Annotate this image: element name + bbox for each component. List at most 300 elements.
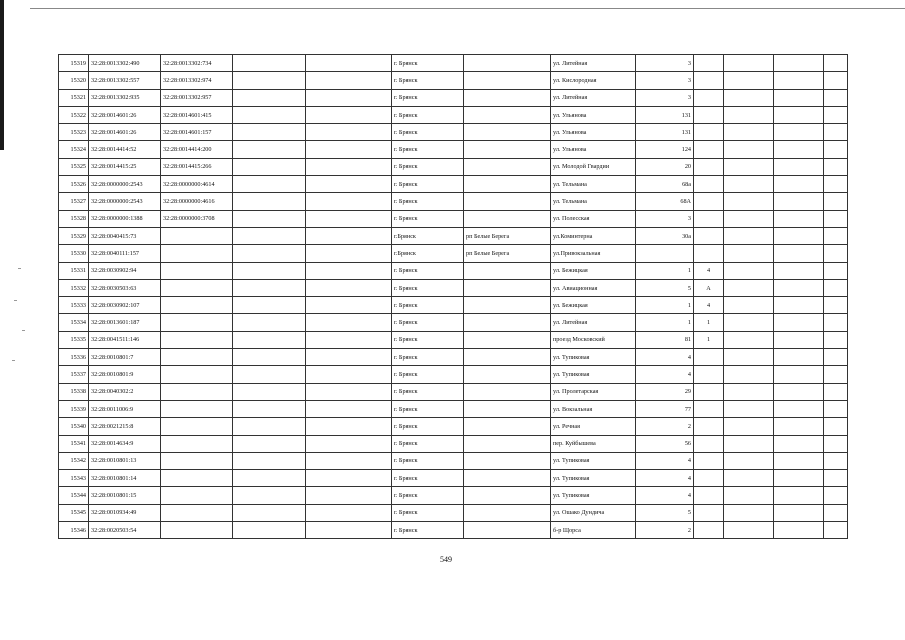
cell-blank-c [724, 193, 774, 210]
cell-cad-a: 32:28:0000000:2543 [89, 193, 161, 210]
cell-house: 1 [636, 297, 694, 314]
cell-blank-b [306, 470, 392, 487]
cell-cad-b: 32:28:0014415:266 [161, 158, 233, 175]
cell-blank-e [824, 383, 848, 400]
cell-blank-a [233, 89, 306, 106]
cell-blank-b [306, 297, 392, 314]
cell-blank-b [306, 245, 392, 262]
cell-num: 15339 [59, 400, 89, 417]
cell-blank-c [724, 55, 774, 72]
cell-city: г. Брянск [392, 297, 464, 314]
cell-settlement [464, 89, 551, 106]
cell-settlement [464, 400, 551, 417]
cell-blank-c [724, 210, 774, 227]
cell-cad-b: 32:28:0014601:415 [161, 106, 233, 123]
cell-blank-a [233, 72, 306, 89]
cell-blank-d [774, 176, 824, 193]
cell-house: 1 [636, 314, 694, 331]
cell-extra [694, 124, 724, 141]
table-row [59, 314, 848, 331]
cell-street: ул. Полесская [551, 210, 636, 227]
cell-num: 15337 [59, 366, 89, 383]
cell-blank-c [724, 245, 774, 262]
cell-cad-b: 32:28:0000000:4616 [161, 193, 233, 210]
cell-blank-c [724, 314, 774, 331]
cell-city: г. Брянск [392, 400, 464, 417]
cell-blank-b [306, 124, 392, 141]
cell-city: г.Брянск [392, 245, 464, 262]
cell-cad-b [161, 245, 233, 262]
cell-settlement [464, 522, 551, 539]
cell-blank-d [774, 383, 824, 400]
cell-settlement: рп Белые Берега [464, 245, 551, 262]
table-row [59, 227, 848, 244]
cell-extra [694, 470, 724, 487]
cell-city: г. Брянск [392, 435, 464, 452]
cell-city: г. Брянск [392, 279, 464, 296]
cell-blank-c [724, 487, 774, 504]
cell-street: ул. Тупиковая [551, 349, 636, 366]
cell-extra [694, 193, 724, 210]
cell-settlement [464, 141, 551, 158]
cell-blank-e [824, 158, 848, 175]
cell-blank-c [724, 227, 774, 244]
cell-num: 15321 [59, 89, 89, 106]
cell-blank-a [233, 331, 306, 348]
table-row [59, 158, 848, 175]
cell-blank-b [306, 314, 392, 331]
cell-num: 15332 [59, 279, 89, 296]
cell-city: г. Брянск [392, 522, 464, 539]
cell-cad-a: 32:28:0010801:9 [89, 366, 161, 383]
cell-blank-a [233, 141, 306, 158]
cell-settlement [464, 418, 551, 435]
cell-blank-e [824, 435, 848, 452]
cell-cad-a: 32:28:0041511:146 [89, 331, 161, 348]
cell-num: 15331 [59, 262, 89, 279]
cell-extra [694, 210, 724, 227]
cell-blank-e [824, 210, 848, 227]
cell-street: ул. Молодой Гвардии [551, 158, 636, 175]
cell-cad-a: 32:28:0030503:63 [89, 279, 161, 296]
cell-cad-b [161, 522, 233, 539]
cell-settlement [464, 158, 551, 175]
cell-num: 15333 [59, 297, 89, 314]
table-row [59, 176, 848, 193]
cell-blank-a [233, 383, 306, 400]
cell-blank-d [774, 314, 824, 331]
cell-cad-a: 32:28:0014634:9 [89, 435, 161, 452]
cell-blank-c [724, 366, 774, 383]
cell-blank-d [774, 297, 824, 314]
cell-cad-a: 32:28:0014601:26 [89, 124, 161, 141]
cell-cad-b [161, 435, 233, 452]
cell-blank-e [824, 297, 848, 314]
cell-cad-b [161, 418, 233, 435]
cell-settlement [464, 193, 551, 210]
cell-blank-d [774, 366, 824, 383]
cell-blank-e [824, 470, 848, 487]
table-row [59, 470, 848, 487]
scan-top-border [30, 8, 905, 9]
cell-street: ул. Ульянова [551, 141, 636, 158]
cell-city: г. Брянск [392, 314, 464, 331]
cell-blank-e [824, 331, 848, 348]
cell-settlement [464, 487, 551, 504]
cell-street: ул. Литейная [551, 89, 636, 106]
table-row [59, 193, 848, 210]
cell-num: 15330 [59, 245, 89, 262]
cell-blank-b [306, 72, 392, 89]
cell-blank-c [724, 418, 774, 435]
cell-blank-a [233, 210, 306, 227]
cell-house: 3 [636, 210, 694, 227]
cell-cad-a: 32:28:0011006:9 [89, 400, 161, 417]
cell-cad-a: 32:28:0014414:52 [89, 141, 161, 158]
cell-settlement [464, 106, 551, 123]
cell-blank-e [824, 89, 848, 106]
cell-city: г. Брянск [392, 366, 464, 383]
cell-blank-e [824, 366, 848, 383]
cell-cad-a: 32:28:0010801:15 [89, 487, 161, 504]
cell-blank-d [774, 193, 824, 210]
cell-blank-d [774, 245, 824, 262]
cell-num: 15328 [59, 210, 89, 227]
cell-blank-d [774, 227, 824, 244]
cell-street: ул. Тупиковая [551, 366, 636, 383]
cell-cad-b [161, 452, 233, 469]
cell-blank-a [233, 400, 306, 417]
cell-house: 4 [636, 487, 694, 504]
cell-settlement [464, 72, 551, 89]
cell-cad-b [161, 400, 233, 417]
cell-blank-a [233, 366, 306, 383]
cell-cad-a: 32:28:0013302:490 [89, 55, 161, 72]
cell-cad-b [161, 227, 233, 244]
table-row [59, 383, 848, 400]
cell-blank-b [306, 55, 392, 72]
cell-cad-a: 32:28:0000000:1388 [89, 210, 161, 227]
cell-settlement [464, 210, 551, 227]
cell-settlement [464, 124, 551, 141]
scan-speck [18, 268, 21, 269]
cell-blank-b [306, 452, 392, 469]
cell-blank-c [724, 106, 774, 123]
cell-blank-b [306, 279, 392, 296]
cell-blank-e [824, 227, 848, 244]
table-row [59, 418, 848, 435]
cell-blank-e [824, 262, 848, 279]
cell-house: 81 [636, 331, 694, 348]
cell-cad-b: 32:28:0014601:157 [161, 124, 233, 141]
cell-blank-e [824, 522, 848, 539]
registry-body [59, 55, 848, 539]
cell-blank-e [824, 418, 848, 435]
cell-city: г. Брянск [392, 504, 464, 521]
cell-blank-d [774, 522, 824, 539]
cell-extra: 4 [694, 297, 724, 314]
cell-extra [694, 89, 724, 106]
cell-blank-d [774, 487, 824, 504]
cell-settlement [464, 366, 551, 383]
cell-house: 29 [636, 383, 694, 400]
cell-house: 4 [636, 452, 694, 469]
cell-street: проезд Московский [551, 331, 636, 348]
cell-blank-b [306, 418, 392, 435]
page-number: 549 [440, 555, 452, 564]
cell-cad-b [161, 314, 233, 331]
cell-num: 15343 [59, 470, 89, 487]
cell-cad-b [161, 262, 233, 279]
cell-settlement [464, 314, 551, 331]
cell-blank-c [724, 452, 774, 469]
cell-house: 5 [636, 504, 694, 521]
cell-street: ул. Литейная [551, 314, 636, 331]
cell-cad-a: 32:28:0040302:2 [89, 383, 161, 400]
cell-blank-c [724, 522, 774, 539]
cell-house: 3 [636, 89, 694, 106]
cell-city: г. Брянск [392, 72, 464, 89]
cell-cad-a: 32:28:0013302:935 [89, 89, 161, 106]
table-row [59, 262, 848, 279]
cell-cad-b [161, 349, 233, 366]
cell-extra [694, 452, 724, 469]
cell-cad-a: 32:28:0013601:187 [89, 314, 161, 331]
cell-cad-b [161, 366, 233, 383]
cell-cad-a: 32:28:0030902:94 [89, 262, 161, 279]
cell-cad-a: 32:28:0014601:26 [89, 106, 161, 123]
cell-extra [694, 383, 724, 400]
cell-blank-b [306, 349, 392, 366]
cell-blank-c [724, 141, 774, 158]
cell-blank-e [824, 124, 848, 141]
cell-blank-c [724, 349, 774, 366]
cell-street: ул. Речная [551, 418, 636, 435]
cell-blank-b [306, 522, 392, 539]
cell-extra [694, 245, 724, 262]
cell-blank-e [824, 141, 848, 158]
cell-blank-d [774, 279, 824, 296]
cell-cad-a: 32:28:0010934:49 [89, 504, 161, 521]
scan-speck [12, 360, 15, 361]
cell-street: ул. Вокзальная [551, 400, 636, 417]
cell-blank-d [774, 141, 824, 158]
table-row [59, 210, 848, 227]
cell-street: ул.Коминтерна [551, 227, 636, 244]
cell-blank-a [233, 349, 306, 366]
cell-blank-c [724, 470, 774, 487]
cell-blank-a [233, 193, 306, 210]
cell-cad-b [161, 279, 233, 296]
cell-city: г. Брянск [392, 452, 464, 469]
cell-blank-a [233, 418, 306, 435]
cell-house: 20 [636, 158, 694, 175]
cell-city: г. Брянск [392, 487, 464, 504]
cell-blank-e [824, 314, 848, 331]
cell-blank-e [824, 193, 848, 210]
cell-num: 15340 [59, 418, 89, 435]
cell-num: 15322 [59, 106, 89, 123]
cell-city: г. Брянск [392, 141, 464, 158]
cell-cad-b: 32:28:0000000:3708 [161, 210, 233, 227]
cell-street: ул. Тупиковая [551, 452, 636, 469]
cell-house: 2 [636, 522, 694, 539]
cell-city: г. Брянск [392, 193, 464, 210]
cell-cad-b: 32:28:0014414:200 [161, 141, 233, 158]
cell-cad-b [161, 487, 233, 504]
cell-blank-d [774, 452, 824, 469]
cell-street: ул. Ульянова [551, 124, 636, 141]
cell-blank-a [233, 227, 306, 244]
cell-cad-a: 32:28:0010801:13 [89, 452, 161, 469]
cell-blank-b [306, 193, 392, 210]
cell-blank-b [306, 504, 392, 521]
table-row [59, 435, 848, 452]
cell-house: 131 [636, 124, 694, 141]
cell-settlement [464, 55, 551, 72]
cell-extra: 4 [694, 262, 724, 279]
scan-speck [22, 330, 25, 331]
cell-blank-c [724, 400, 774, 417]
cell-num: 15319 [59, 55, 89, 72]
cell-house: 77 [636, 400, 694, 417]
cell-blank-d [774, 72, 824, 89]
cell-blank-b [306, 331, 392, 348]
cell-blank-d [774, 262, 824, 279]
table-row [59, 279, 848, 296]
cell-num: 15342 [59, 452, 89, 469]
cell-extra [694, 418, 724, 435]
cell-num: 15327 [59, 193, 89, 210]
cell-street: ул. Кислородная [551, 72, 636, 89]
cell-city: г. Брянск [392, 262, 464, 279]
cell-extra [694, 158, 724, 175]
table-row [59, 400, 848, 417]
cell-num: 15338 [59, 383, 89, 400]
cell-blank-c [724, 72, 774, 89]
cell-blank-d [774, 106, 824, 123]
cell-settlement [464, 262, 551, 279]
cell-cad-b: 32:28:0013302:957 [161, 89, 233, 106]
cell-cad-a: 32:28:0040415:73 [89, 227, 161, 244]
cell-cad-b [161, 504, 233, 521]
cell-num: 15324 [59, 141, 89, 158]
cell-blank-d [774, 435, 824, 452]
cell-blank-b [306, 210, 392, 227]
table-row [59, 55, 848, 72]
cell-blank-c [724, 504, 774, 521]
cell-blank-a [233, 504, 306, 521]
cell-city: г. Брянск [392, 176, 464, 193]
cell-blank-b [306, 227, 392, 244]
cell-settlement [464, 331, 551, 348]
cell-cad-a: 32:28:0021215:8 [89, 418, 161, 435]
cell-blank-b [306, 158, 392, 175]
cell-blank-c [724, 158, 774, 175]
cell-blank-a [233, 262, 306, 279]
cell-extra [694, 435, 724, 452]
cell-city: г. Брянск [392, 331, 464, 348]
cell-extra: А [694, 279, 724, 296]
cell-street: ул. Литейная [551, 55, 636, 72]
cell-extra: 1 [694, 314, 724, 331]
table-row [59, 487, 848, 504]
cell-blank-e [824, 106, 848, 123]
cell-city: г. Брянск [392, 158, 464, 175]
cell-house: 3 [636, 72, 694, 89]
cell-extra [694, 400, 724, 417]
cell-blank-b [306, 383, 392, 400]
cell-house: 2 [636, 418, 694, 435]
cell-blank-e [824, 279, 848, 296]
cell-city: г.Брянск [392, 227, 464, 244]
cell-cad-b [161, 470, 233, 487]
cell-house: 56 [636, 435, 694, 452]
cell-house: 1 [636, 262, 694, 279]
cell-cad-a: 32:28:0013302:557 [89, 72, 161, 89]
cell-extra [694, 227, 724, 244]
cell-blank-d [774, 418, 824, 435]
cell-settlement: рп Белые Берега [464, 227, 551, 244]
cell-cad-b: 32:28:0013302:734 [161, 55, 233, 72]
cell-cad-b [161, 331, 233, 348]
cell-blank-b [306, 106, 392, 123]
cell-house: 68А [636, 193, 694, 210]
cell-settlement [464, 504, 551, 521]
cell-extra [694, 141, 724, 158]
cell-settlement [464, 349, 551, 366]
cell-house [636, 245, 694, 262]
cell-cad-b: 32:28:0000000:4614 [161, 176, 233, 193]
cell-street: ул. Тупиковая [551, 470, 636, 487]
cell-settlement [464, 176, 551, 193]
cell-street: ул.Привокзальная [551, 245, 636, 262]
cell-street: пер. Куйбышева [551, 435, 636, 452]
cell-cad-a: 32:28:0010801:14 [89, 470, 161, 487]
cell-street: ул. Бежицкая [551, 262, 636, 279]
cell-blank-e [824, 504, 848, 521]
cell-blank-c [724, 383, 774, 400]
cell-extra [694, 55, 724, 72]
cell-city: г. Брянск [392, 210, 464, 227]
cell-street: ул. Тельмана [551, 193, 636, 210]
cell-street: б-р Щорса [551, 522, 636, 539]
cell-settlement [464, 452, 551, 469]
cell-blank-a [233, 245, 306, 262]
cell-blank-c [724, 279, 774, 296]
cell-blank-c [724, 331, 774, 348]
cell-blank-d [774, 504, 824, 521]
cell-num: 15334 [59, 314, 89, 331]
table-row [59, 331, 848, 348]
cell-extra [694, 366, 724, 383]
scan-edge-shadow [0, 0, 4, 150]
cell-blank-a [233, 487, 306, 504]
cell-blank-d [774, 89, 824, 106]
cell-blank-c [724, 124, 774, 141]
scan-speck [14, 300, 17, 301]
cell-settlement [464, 435, 551, 452]
cell-blank-a [233, 106, 306, 123]
cell-blank-b [306, 400, 392, 417]
cell-cad-a: 32:28:0000000:2543 [89, 176, 161, 193]
cell-cad-a: 32:28:0010801:7 [89, 349, 161, 366]
cell-blank-b [306, 262, 392, 279]
cell-house: 124 [636, 141, 694, 158]
cell-num: 15323 [59, 124, 89, 141]
cell-settlement [464, 279, 551, 296]
cell-blank-e [824, 176, 848, 193]
